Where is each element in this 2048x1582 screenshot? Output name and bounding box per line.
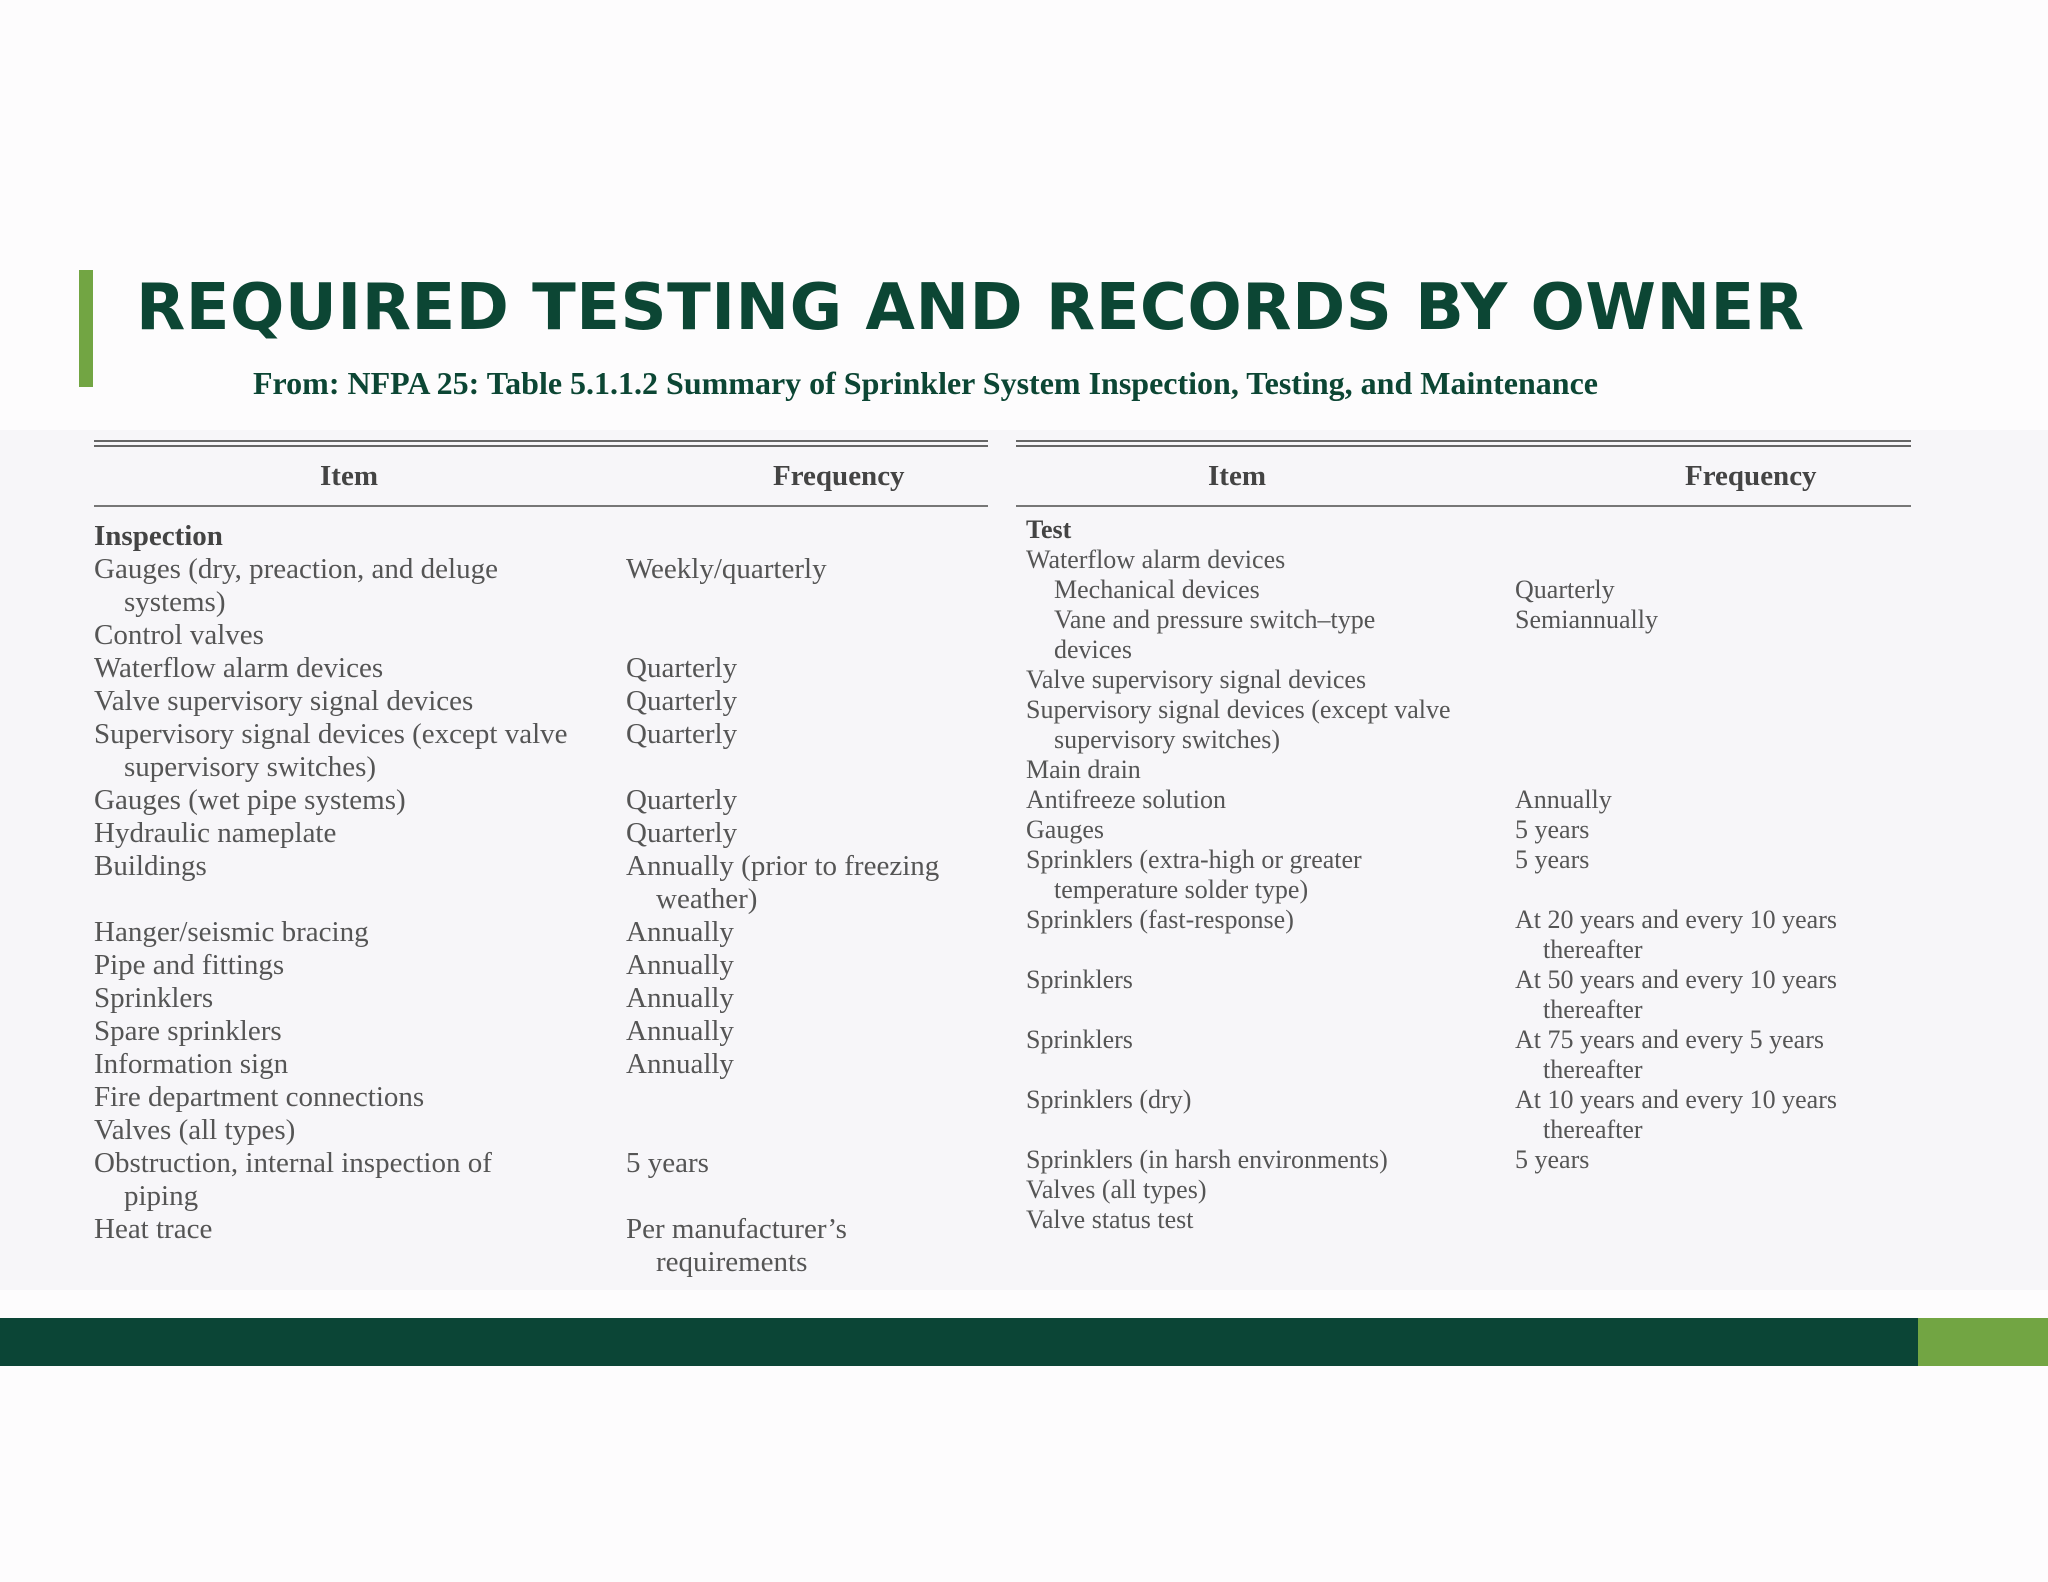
column-header-frequency: Frequency: [773, 460, 905, 492]
table-top-rule: [1016, 440, 1911, 447]
header-rule: [1016, 505, 1911, 507]
column-header-frequency: Frequency: [1685, 460, 1817, 492]
test-table: Item Frequency Test Waterflow alarm devices Mechanical devices Quarterly Vane and pressure switch–type devices Semiannually Valve supervisory signal devices Supervisory signal devices (except valve supervisory switches) Main drain Antifreeze solution Annually Gauges 5 years Sprinklers (extra-high or greater temperature solder type) 5 years Sprinklers (fast-response) At 20 years and every 10 years thereafter Sprinklers At 50 years and every 10 years thereafter Sprinklers At 75 years and every 5 years thereafter Sprinklers (dry) At 10 years and every 10 years thereafter Sprinklers (in harsh environments) 5 years Valves (all types) Valve status test: [1016, 440, 1911, 1290]
column-header-item: Item: [320, 460, 378, 492]
footer-accent: [1918, 1318, 2048, 1366]
header-rule: [94, 505, 988, 507]
title-accent-bar: [79, 270, 93, 387]
slide-title: REQUIRED TESTING AND RECORDS BY OWNER: [136, 271, 1805, 345]
inspection-table: Item Frequency Inspection Gauges (dry, preaction, and deluge systems) Weekly/quarterly Control valves Waterflow alarm devices Quarterly Valve supervisory signal devices Quarterly Supervisory signal devices (except valve supervisory switches) Quarterly Gauges (wet pipe systems) Quarterly Hydraulic nameplate Quarterly Buildings Annually (prior to freezing weather) Hanger/seismic bracing Annually Pipe and fittings Annually Sprinklers Annually Spare sprinklers Annually Information sign Annually Fire department connections Valves (all types) Obstruction, internal inspection of piping 5 years Heat trace Per manufacturer’s requirements: [94, 440, 988, 1290]
table-top-rule: [94, 440, 988, 447]
slide-subtitle: From: NFPA 25: Table 5.1.1.2 Summary of Sprinkler System Inspection, Testing, and Maintenance: [253, 365, 1598, 401]
footer-bar: [0, 1318, 1918, 1366]
column-header-item: Item: [1208, 460, 1266, 492]
